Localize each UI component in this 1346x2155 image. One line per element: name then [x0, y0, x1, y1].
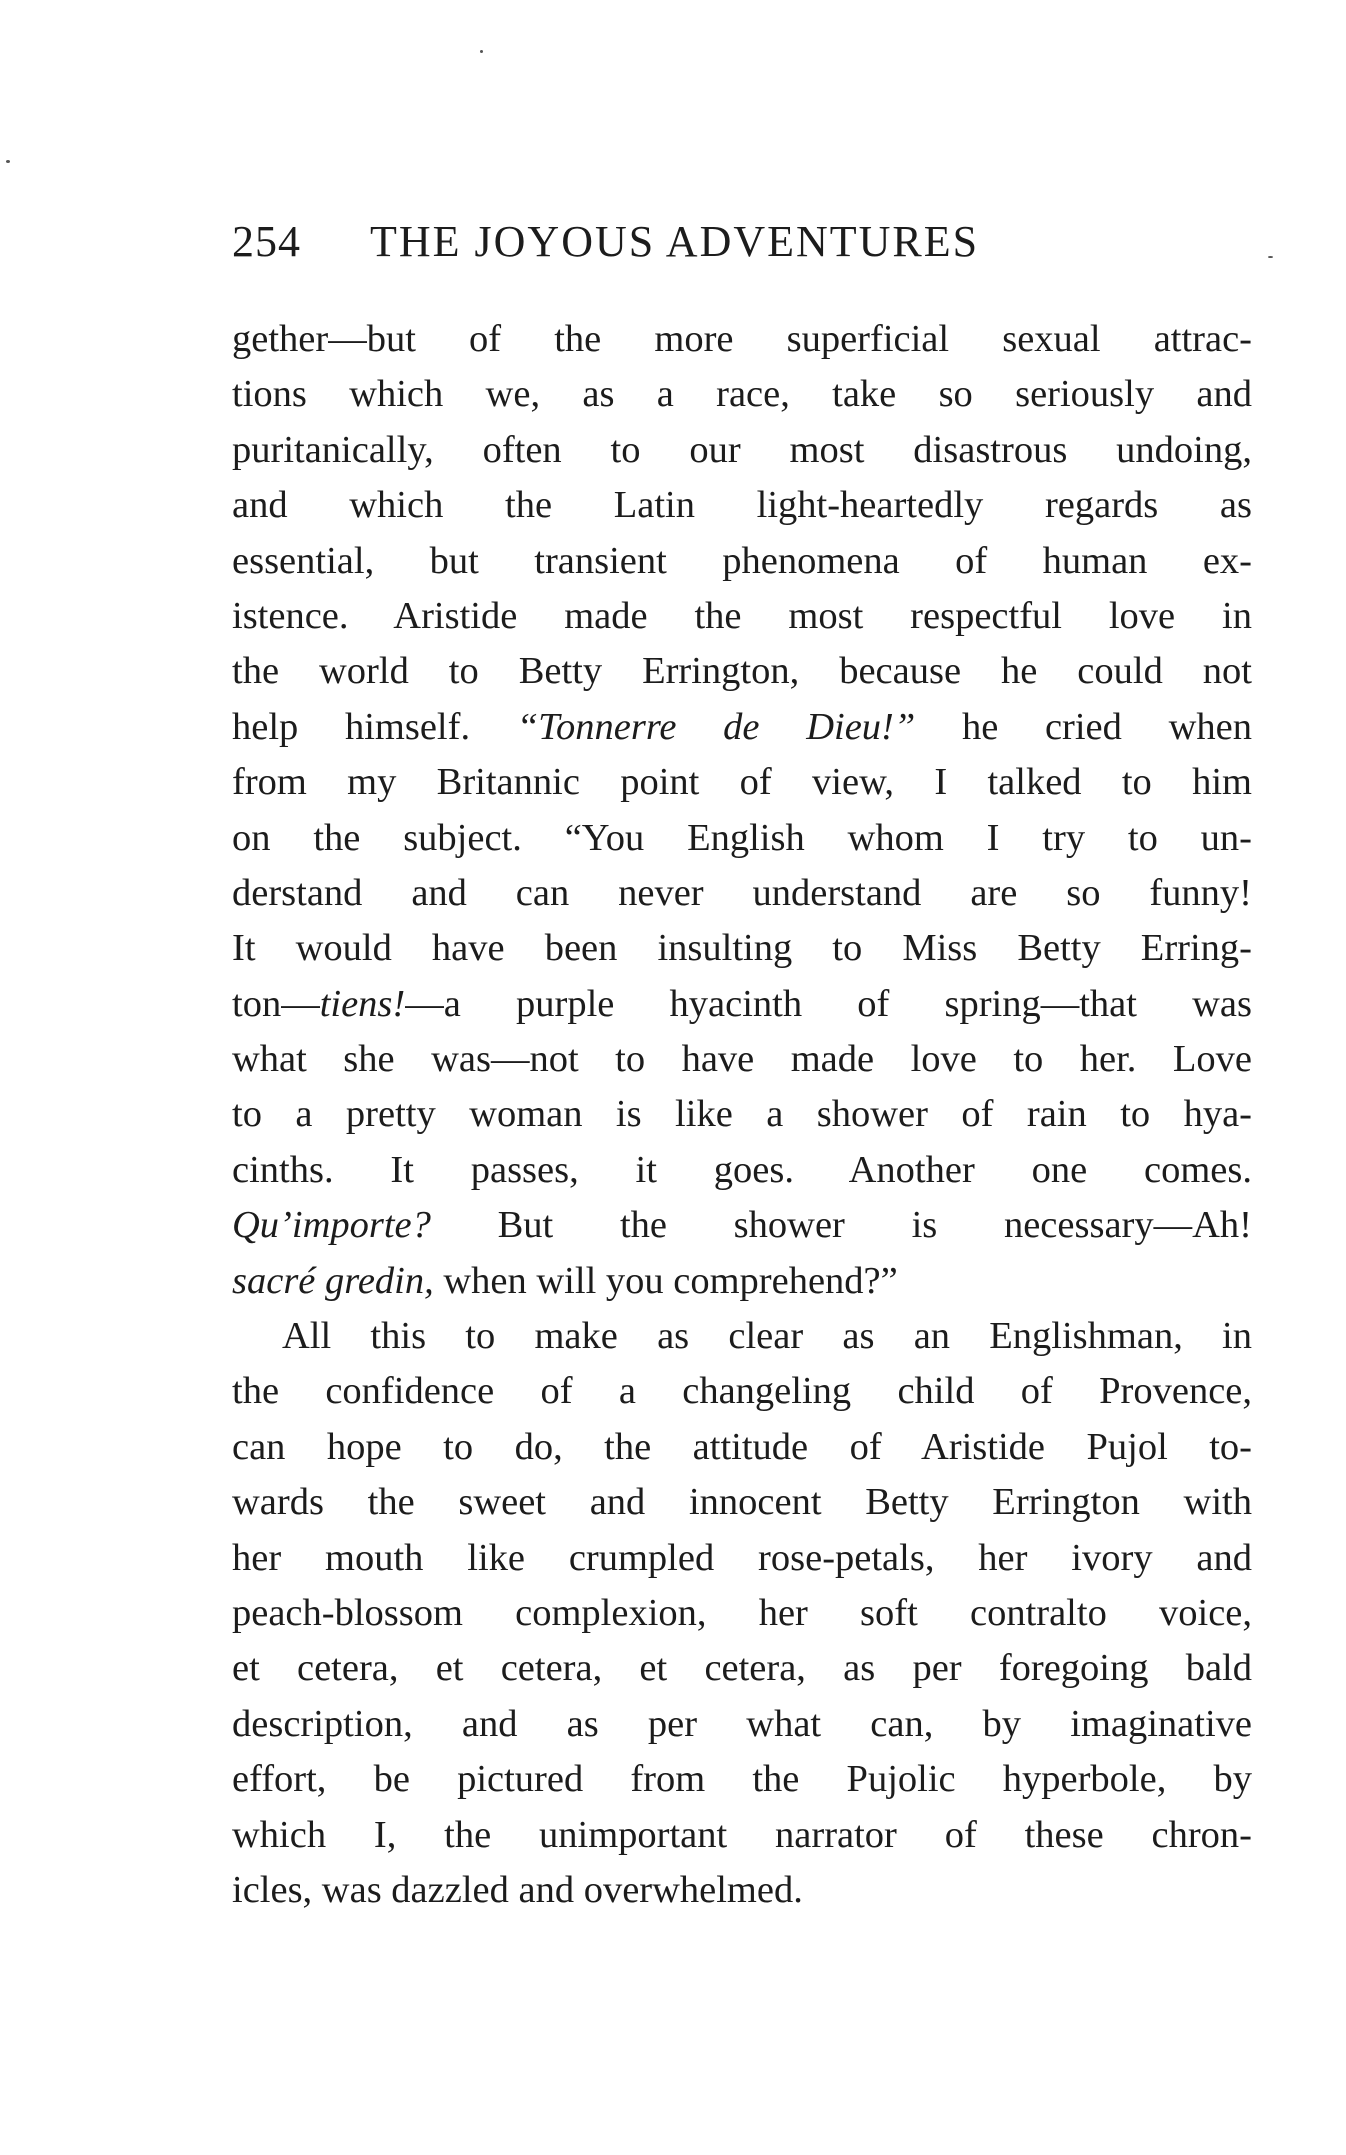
- paper-speck: [1268, 256, 1273, 258]
- text-run: when will you comprehend?”: [433, 1259, 898, 1302]
- text-run: he cried when: [915, 705, 1252, 748]
- text-line: which I, the unimportant narrator of these chron-: [232, 1813, 1252, 1856]
- text-line: to a pretty woman is like a shower of rain to hya-: [232, 1093, 1252, 1136]
- italic-run: “Tonnerre de Dieu!”: [516, 705, 916, 748]
- text-line: from my Britannic point of view, I talked to him: [232, 761, 1252, 804]
- text-line: It would have been insulting to Miss Betty Erring-: [232, 927, 1252, 970]
- text-line: effort, be pictured from the Pujolic hyperbole, by: [232, 1758, 1252, 1801]
- running-head: [232, 216, 1252, 267]
- text-line: peach-blossom complexion, her soft contralto voice,: [232, 1591, 1252, 1634]
- text-run: But the shower is necessary—Ah!: [430, 1204, 1252, 1247]
- text-line: icles, was dazzled and overwhelmed.: [232, 1868, 803, 1911]
- body-text: [232, 312, 1252, 1918]
- text-line: description, and as per what can, by imaginative: [232, 1702, 1252, 1745]
- text-run: ton—: [232, 982, 320, 1025]
- italic-run: sacré gredin,: [232, 1259, 434, 1302]
- text-line: [232, 977, 1252, 1032]
- text-line: derstand and can never understand are so funny!: [232, 871, 1252, 914]
- text-line: can hope to do, the attitude of Aristide Pujol to-: [232, 1425, 1252, 1468]
- text-line: All this to make as clear as an Englishman, in: [282, 1315, 1252, 1358]
- text-line: istence. Aristide made the most respectful love in: [232, 594, 1252, 637]
- text-line: et cetera, et cetera, et cetera, as per foregoing bald: [232, 1647, 1252, 1690]
- text-line: [232, 1254, 1252, 1309]
- text-run: help himself.: [232, 705, 517, 748]
- text-line: the world to Betty Errington, because he could not: [232, 650, 1252, 693]
- text-line: [232, 700, 1252, 755]
- text-line: essential, but transient phenomena of human ex-: [232, 539, 1252, 582]
- text-line: [232, 1198, 1252, 1253]
- text-line: gether—but of the more superficial sexual attrac-: [232, 318, 1252, 360]
- text-line: the confidence of a changeling child of Provence,: [232, 1370, 1252, 1413]
- text-line: wards the sweet and innocent Betty Errington with: [232, 1481, 1252, 1524]
- text-line: what she was—not to have made love to her. Love: [232, 1038, 1252, 1081]
- text-line: tions which we, as a race, take so seriously and: [232, 373, 1252, 416]
- text-line: her mouth like crumpled rose-petals, her ivory and: [232, 1536, 1252, 1579]
- italic-run: tiens!: [319, 982, 406, 1025]
- running-title: THE JOYOUS ADVENTURES: [370, 217, 980, 266]
- paper-speck: [6, 160, 10, 163]
- page-number: 254: [232, 217, 301, 266]
- text-line: puritanically, often to our most disastrous undoing,: [232, 428, 1252, 471]
- italic-run: Qu’importe?: [232, 1204, 431, 1247]
- text-line: on the subject. “You English whom I try to un-: [232, 816, 1252, 859]
- paper-speck: [480, 50, 483, 53]
- text-line: and which the Latin light-heartedly regards as: [232, 484, 1252, 527]
- text-line: cinths. It passes, it goes. Another one comes.: [232, 1148, 1252, 1191]
- text-run: —a purple hyacinth of spring—that was: [405, 982, 1252, 1025]
